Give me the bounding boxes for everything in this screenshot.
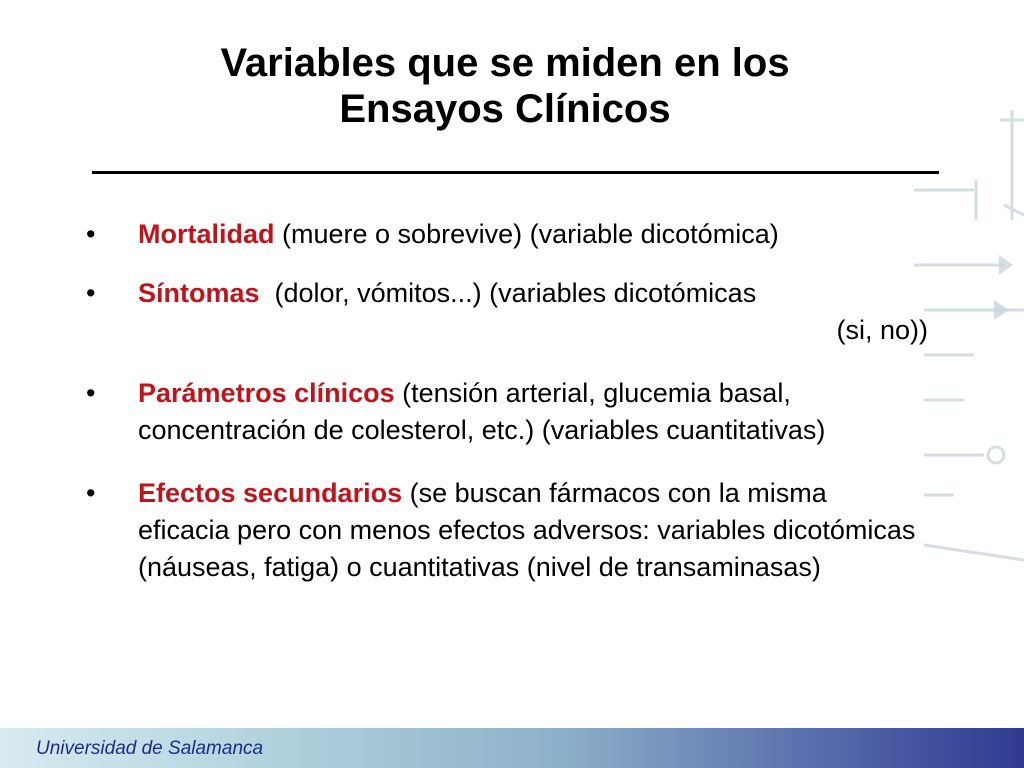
bullet-marker: • bbox=[86, 478, 96, 508]
list-item bbox=[86, 375, 908, 449]
bullet-continuation: (si, no)) bbox=[836, 315, 928, 345]
bullet-marker: • bbox=[86, 219, 96, 249]
title-line-2: Ensayos Clínicos bbox=[339, 87, 671, 131]
bullet-keyword: Síntomas bbox=[138, 278, 260, 308]
footer-institution: Universidad de Salamanca bbox=[36, 738, 264, 759]
bullet-keyword: Parámetros clínicos bbox=[138, 378, 395, 408]
title-line-1: Variables que se miden en los bbox=[220, 41, 790, 85]
bullet-list bbox=[86, 216, 966, 586]
list-item bbox=[86, 475, 918, 586]
bullet-text: (se buscan fármacos con la misma eficacia pero con menos efectos adversos: variables dicotómicas (náuseas, fatiga) o cuantitativas (nivel de transaminasas) bbox=[138, 478, 916, 582]
bullet-text: (tensión arterial, glucemia basal, concentración de colesterol, etc.) (variables cuantitativas) bbox=[138, 378, 826, 445]
bullet-marker: • bbox=[86, 378, 96, 408]
bullet-keyword: Mortalidad bbox=[138, 219, 275, 249]
bullet-keyword: Efectos secundarios bbox=[138, 478, 403, 508]
title-underline bbox=[92, 171, 939, 174]
bullet-text: (muere o sobrevive) (variable dicotómica) bbox=[274, 219, 779, 249]
bullet-marker: • bbox=[86, 278, 96, 308]
list-item bbox=[86, 216, 966, 253]
list-item bbox=[86, 275, 928, 349]
footer-bar bbox=[0, 728, 1024, 768]
bullet-text: (dolor, vómitos...) (variables dicotómicas bbox=[259, 278, 757, 308]
slide-title bbox=[120, 40, 890, 132]
